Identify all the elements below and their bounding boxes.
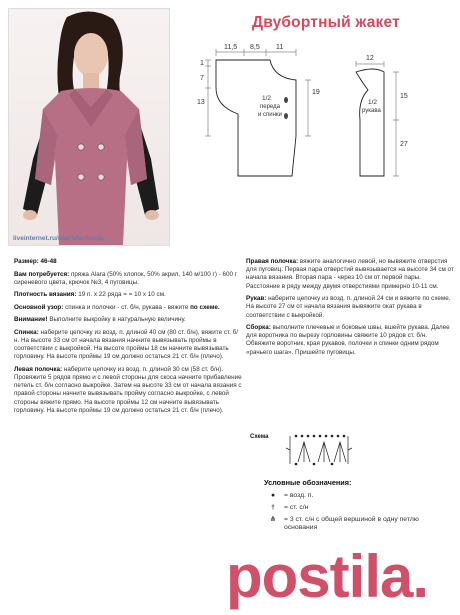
piece-label-2: переда (260, 104, 280, 110)
attention-paragraph: Внимание! Выполните выкройку в натуральную величину. (14, 316, 186, 324)
sleeve-piece-outline (356, 69, 384, 176)
back-paragraph: Спинка: наберите цепочку из возд. п. длиной 40 см (80 ст. б/н), вяжите ст. б/н. На высоте 33 см от начала вязания начните вывязывать проймы в соответствии с выкройкой. На высоте проймы 18 см начните вывязывать горловину. На высоте проймы 19 см должно остаться 21 ст. б/н (плечо). (14, 328, 239, 361)
sleeve-dim-2: 27 (400, 141, 408, 148)
model-illustration (9, 9, 170, 246)
legend (262, 478, 452, 536)
double-crochet-icon: † (271, 504, 275, 511)
size-label: Размер: 46-48 (14, 258, 57, 265)
crochet-scheme-chart (284, 430, 354, 468)
chain-stitch-icon: ● (270, 492, 276, 499)
pattern-schema (196, 40, 454, 240)
dim-left-3: 13 (197, 99, 205, 106)
legend-item: ⋔ = 3 ст. с/н с общей вершиной в одну петлю основания (262, 516, 452, 532)
model-photo (8, 8, 170, 246)
photo-watermark: liveinternet.ru/users/tanbanja (13, 235, 104, 242)
dim-top-3: 11 (276, 44, 284, 51)
dim-right: 19 (312, 89, 320, 96)
sleeve-dim-top: 12 (366, 55, 374, 62)
materials-paragraph: Вам потребуется: пряжа Alara (50% хлопок, 50% акрил, 140 м/100 г) - 600 г сиреневого цвета, крючок №3, 4 пуговицы. (14, 270, 238, 286)
piece-label-1: 1/2 (262, 95, 272, 102)
legend-item: ● = возд. п. (262, 492, 452, 500)
dim-top-2: 8,5 (250, 44, 260, 51)
postila-watermark: postila. (226, 543, 429, 610)
scheme-label: Схема (250, 434, 269, 440)
density-paragraph: Плотность вязания: 19 п. х 22 ряда = = 10 х 10 см. (14, 291, 166, 299)
pattern-paragraph: Основной узор: спинка и полочки - ст. б/н, рукава - вяжите по схеме. (14, 303, 220, 311)
sleeve-label-1: 1/2 (368, 99, 378, 106)
dim-left-1: 1 (200, 60, 204, 67)
sleeve-dim-1: 15 (400, 93, 408, 100)
left-front-paragraph: Левая полочка: наберите цепочку из возд. п. длиной 30 см (58 ст. б/н). Провяжите 5 рядов прямо и с левой стороны для скоса начните прибавление петель ст. б/н согласно выкройке. Затем на высоте 33 см от начала вязания с правой стороны начните вывязывать пройму согласно выкройке, с левой стороны вяжите прямо. На высоте проймы 12 см начните вывязывать горловину. На высоте проймы 19 см должно остаться 21 ст. б/н (плечо). (14, 365, 242, 414)
assembly-paragraph: Сборка: выполните плечевые и боковые швы, вшейте рукава. Далее для воротника по вырезу горловины свяжите 10 рядов ст. б/н. Обвяжите воротник, края рукавов, полочки и спинки одним рядом «рачьего шага». Пришейте пуговицы. (246, 324, 450, 356)
legend-heading: Условные обозначения: (264, 478, 352, 487)
right-front-paragraph: Правая полочка: вяжите аналогично левой, но вывяжите отверстия для пуговиц. Первая пара отверстий вывязывается на высоте 34 см от начала вязания. Вторая пара - через 10 см от первой пары. Расстояние в ряду между двумя отверстиями примерно 10-11 см. (246, 258, 454, 290)
piece-label-3: и спинки (258, 112, 282, 118)
page-title: Двубортный жакет (252, 14, 400, 31)
sleeve-label-2: рукава (362, 108, 381, 114)
body-piece-outline (216, 60, 296, 176)
left-text-column (14, 258, 242, 419)
sleeve-paragraph: Рукав: наберите цепочку из возд. п. длиной 24 см и вяжите по схеме. На высоте 27 см от начала вязания вывяжите окат рукава в соответствии с выкройкой. (246, 295, 451, 319)
dim-left-2: 7 (200, 75, 204, 82)
cluster-stitch-icon: ⋔ (270, 516, 276, 523)
legend-item: † = ст. с/н (262, 504, 452, 512)
right-text-column (246, 258, 454, 361)
dim-top-1: 11,5 (224, 44, 238, 51)
